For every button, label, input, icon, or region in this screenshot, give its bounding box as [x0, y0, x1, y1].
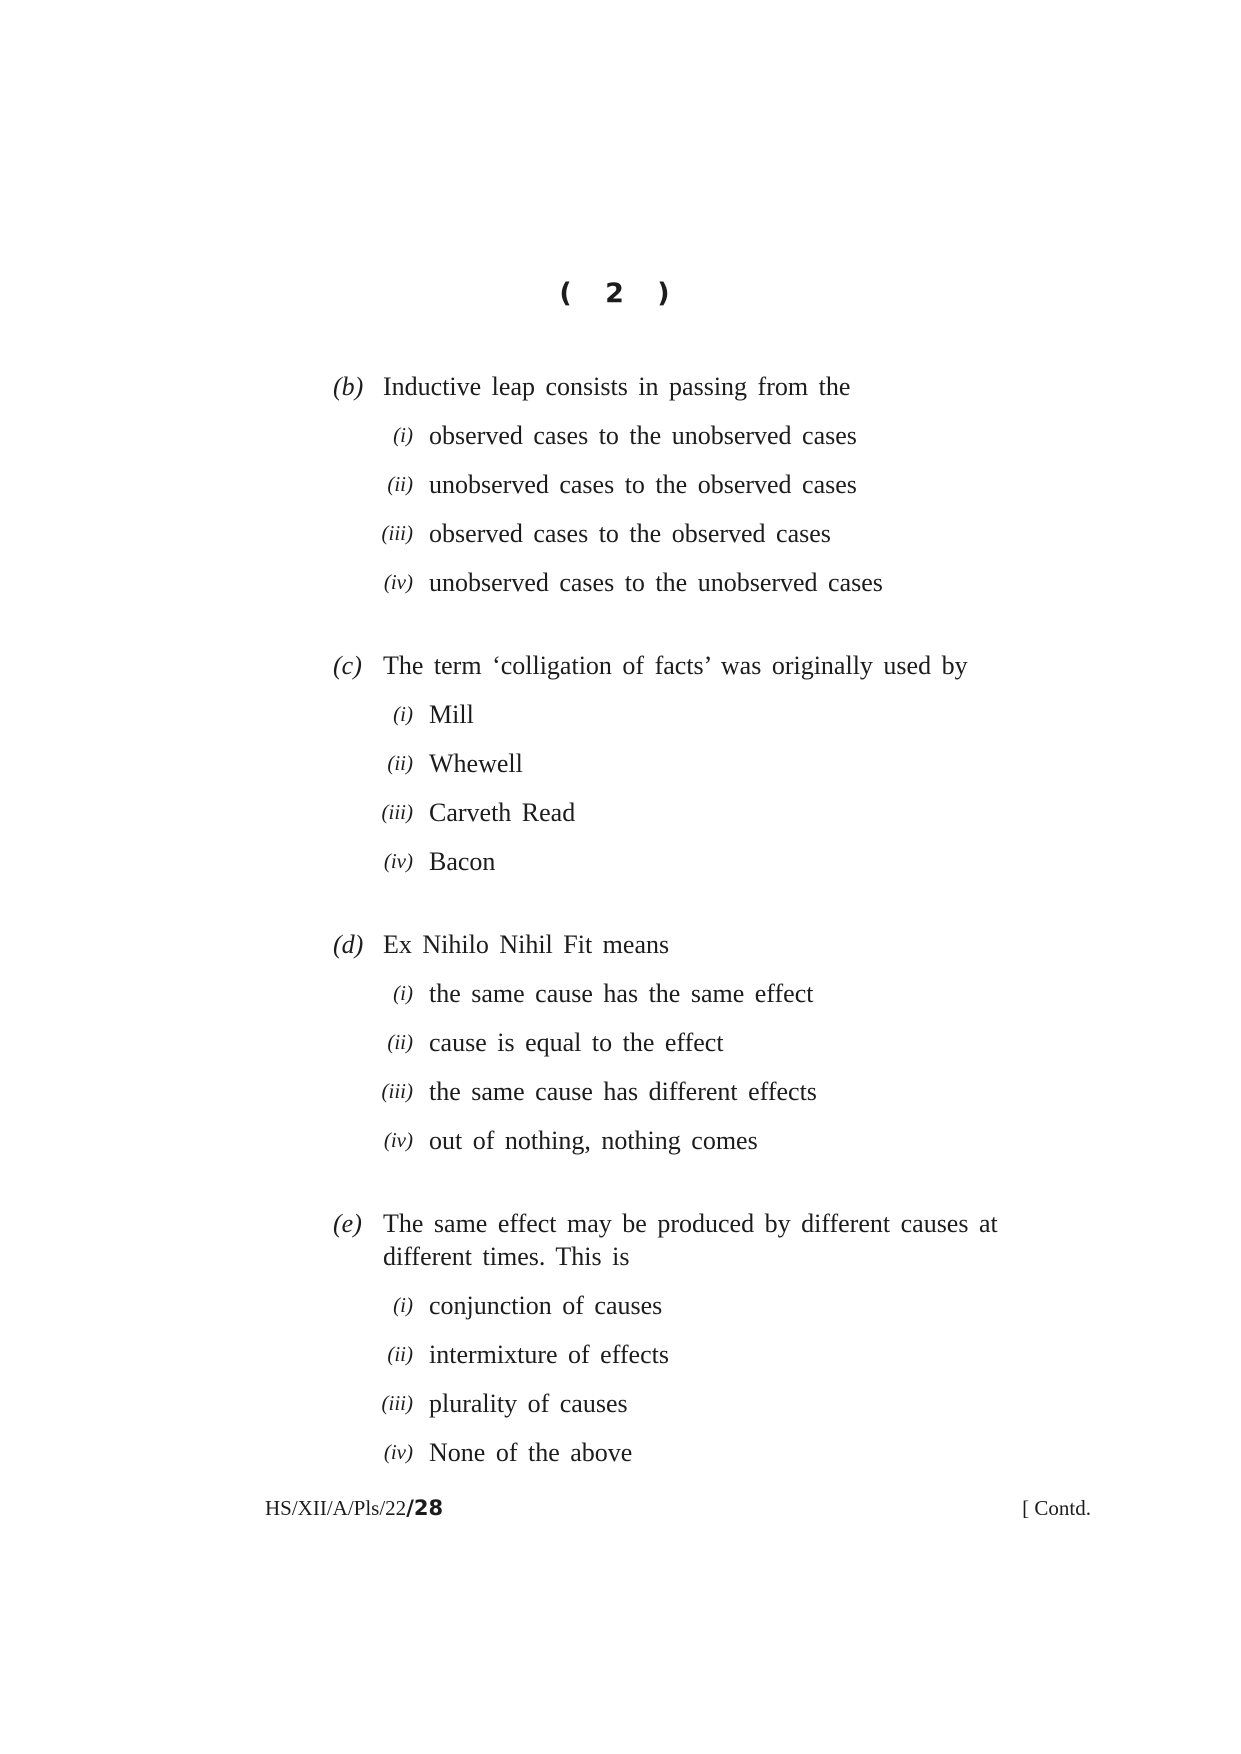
question-c	[333, 649, 1063, 878]
option-text: Mill	[429, 700, 474, 729]
option-label: (iv)	[383, 570, 413, 594]
option-item	[333, 977, 1063, 1010]
option-label: (iii)	[381, 1079, 413, 1103]
option-text: unobserved cases to the unobserved cases	[429, 568, 883, 597]
option-label: (iv)	[383, 1128, 413, 1152]
option-text: observed cases to the unobserved cases	[429, 421, 857, 450]
option-text: Bacon	[429, 847, 496, 876]
option-item	[333, 419, 1063, 452]
option-text: unobserved cases to the observed cases	[429, 470, 857, 499]
option-text: cause is equal to the effect	[429, 1028, 724, 1057]
option-item	[333, 1387, 1063, 1420]
question-text: The term ‘colligation of facts’ was originally used by	[383, 651, 968, 680]
option-item	[333, 747, 1063, 780]
option-text: out of nothing, nothing comes	[429, 1126, 758, 1155]
option-item	[333, 468, 1063, 501]
question-label: (c)	[333, 651, 362, 680]
question-b	[333, 370, 1063, 599]
option-text: observed cases to the observed cases	[429, 519, 831, 548]
question-text: Inductive leap consists in passing from the	[383, 372, 851, 401]
option-item	[333, 1338, 1063, 1371]
option-label: (ii)	[387, 1030, 413, 1054]
option-text: Whewell	[429, 749, 523, 778]
option-label: (i)	[393, 1293, 413, 1317]
option-item	[333, 1075, 1063, 1108]
option-label: (ii)	[387, 472, 413, 496]
paper-code-suffix: /28	[406, 1496, 444, 1520]
option-text: the same cause has the same effect	[429, 979, 814, 1008]
option-label: (iv)	[383, 1440, 413, 1464]
option-text: None of the above	[429, 1438, 633, 1467]
option-item	[333, 1026, 1063, 1059]
option-item	[333, 698, 1063, 731]
page-number: ( 2 )	[559, 278, 682, 309]
option-item	[333, 1124, 1063, 1157]
question-label: (e)	[333, 1209, 362, 1238]
question-e	[333, 1207, 1063, 1469]
question-text: Ex Nihilo Nihil Fit means	[383, 930, 670, 959]
question-label: (b)	[333, 372, 364, 401]
option-item	[333, 566, 1063, 599]
option-label: (ii)	[387, 751, 413, 775]
option-text: Carveth Read	[429, 798, 576, 827]
footer-contd: [ Contd.	[1022, 1496, 1091, 1520]
option-item	[333, 517, 1063, 550]
option-label: (i)	[393, 423, 413, 447]
option-item	[333, 1289, 1063, 1322]
option-item	[333, 1436, 1063, 1469]
option-text: the same cause has different effects	[429, 1077, 817, 1106]
option-label: (i)	[393, 981, 413, 1005]
option-label: (iii)	[381, 800, 413, 824]
option-item	[333, 845, 1063, 878]
question-text: The same effect may be produced by different causes at different times. This is	[383, 1209, 998, 1271]
option-text: conjunction of causes	[429, 1291, 663, 1320]
option-label: (iii)	[381, 521, 413, 545]
footer-paper-code	[265, 1496, 443, 1521]
question-label: (d)	[333, 930, 364, 959]
option-label: (ii)	[387, 1342, 413, 1366]
option-label: (iv)	[383, 849, 413, 873]
option-text: intermixture of effects	[429, 1340, 669, 1369]
option-label: (i)	[393, 702, 413, 726]
option-text: plurality of causes	[429, 1389, 628, 1418]
paper-code: HS/XII/A/Pls/22	[265, 1496, 407, 1520]
option-label: (iii)	[381, 1391, 413, 1415]
question-d	[333, 928, 1063, 1157]
option-item	[333, 796, 1063, 829]
